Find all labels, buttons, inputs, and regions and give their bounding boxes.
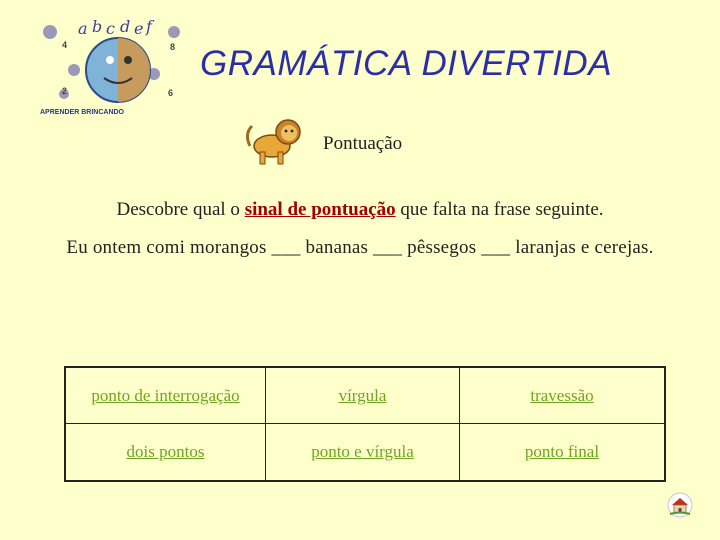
- logo-number: 4: [62, 40, 68, 50]
- logo-number: 2: [62, 86, 68, 96]
- option-ponto-de-interrogacao[interactable]: ponto de interrogação: [66, 368, 266, 424]
- logo-letter: f: [146, 17, 152, 36]
- logo-letter: d: [120, 17, 131, 36]
- logo-number: 6: [168, 88, 174, 98]
- lion-icon: [242, 106, 306, 168]
- question-highlight: sinal de pontuação: [244, 199, 396, 220]
- logo-caption: APRENDER BRINCANDO: [40, 109, 125, 116]
- logo-letter: a: [78, 19, 88, 38]
- alphabet-logo-icon: [34, 14, 184, 118]
- question-prefix: Descobre qual o: [116, 199, 245, 220]
- option-virgula[interactable]: vírgula: [266, 368, 460, 424]
- home-icon[interactable]: [667, 492, 693, 518]
- option-ponto-final[interactable]: ponto final: [524, 442, 600, 461]
- logo-number: 8: [170, 42, 176, 52]
- page-title: GRAMÁTICA DIVERTIDA: [200, 44, 613, 83]
- question-sentence: Eu ontem comi morangos ___ bananas ___ pêssegos ___ laranjas e cerejas.: [66, 237, 654, 258]
- option-travessao[interactable]: travessão: [460, 368, 664, 424]
- subtitle: Pontuação: [323, 133, 403, 154]
- option-ponto-e-virgula[interactable]: ponto e vírgula: [266, 424, 460, 480]
- question-suffix: que falta na frase seguinte.: [395, 199, 604, 220]
- answer-options-table: [64, 366, 666, 482]
- question-instruction: [0, 199, 720, 221]
- logo-letter: e: [134, 19, 144, 38]
- logo-letter: b: [92, 17, 103, 36]
- logo-letter: c: [106, 19, 115, 38]
- option-dois-pontos[interactable]: dois pontos: [66, 424, 266, 480]
